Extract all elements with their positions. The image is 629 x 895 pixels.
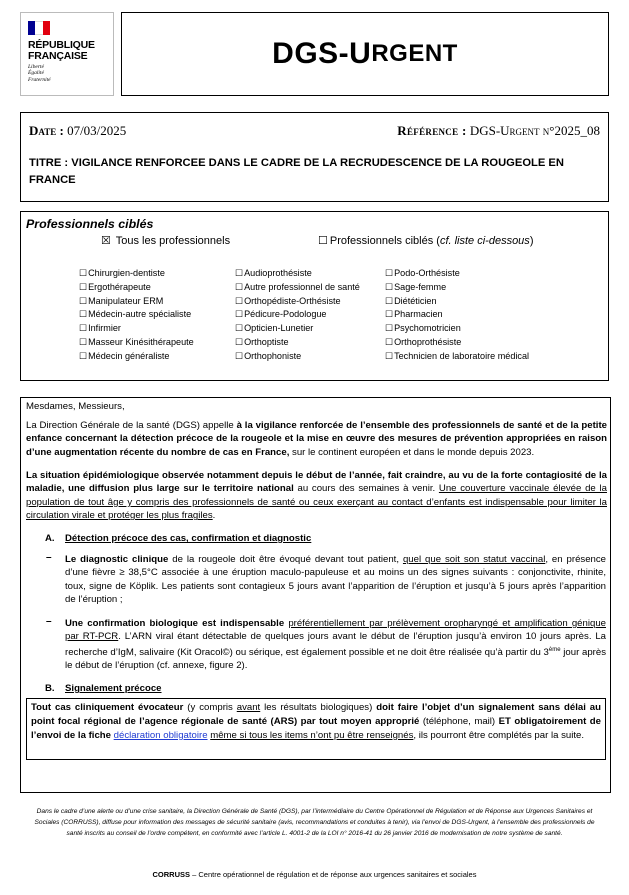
profession-option[interactable] [79,295,194,309]
profession-label: Orthoprothésiste [394,336,462,347]
checkbox-empty-icon[interactable]: ☐ [79,323,88,334]
profession-option[interactable] [385,281,529,295]
profession-label: Pharmacien [394,309,443,320]
footer-corruss: CORRUSS – Centre opérationnel de régulation et de réponse aux urgences sanitaires et sociales [152,870,477,879]
checkbox-empty-icon[interactable]: ☐ [79,268,88,278]
profession-label: Orthophoniste [244,350,302,361]
checkbox-empty-icon[interactable]: ☐ [385,295,394,306]
checkbox-empty-icon[interactable]: ☐ [385,350,394,361]
profession-option[interactable] [235,281,360,295]
profession-option[interactable] [79,336,194,350]
profession-label: Masseur Kinésithérapeute [88,336,194,347]
dgs-urgent-title [121,12,609,96]
checkbox-empty-icon[interactable]: ☐ [385,336,394,347]
profession-label: Pédicure-Podologue [244,309,327,320]
checkbox-empty-icon[interactable]: ☐ [235,336,244,347]
profession-option[interactable] [385,267,529,281]
motto-egalite: Égalité [28,70,44,77]
checkbox-empty-icon[interactable]: ☐ [385,309,394,320]
profession-option[interactable] [235,350,360,364]
section-b-letter: B. [45,683,55,694]
profession-label: Infirmier [88,323,121,334]
message-title [29,155,601,189]
motto-liberte: Liberté [28,64,44,70]
profession-option[interactable] [79,267,194,281]
profession-column-3 [385,267,529,364]
profession-option[interactable] [385,308,529,322]
profession-column-2 [235,267,360,364]
republique-francaise-logo [20,12,114,96]
reference-line [397,123,600,139]
profession-option[interactable] [235,308,360,322]
profession-option[interactable] [235,322,360,336]
checkbox-empty-icon[interactable]: ☐ [235,323,244,334]
checkbox-empty-icon[interactable]: ☐ [235,309,244,320]
checkbox-empty-icon[interactable]: ☐ [79,309,88,320]
all-professionals-option[interactable] [101,234,230,247]
profession-label: Technicien de laboratoire médical [394,350,530,361]
profession-label: Podo-Orthésiste [394,268,460,278]
footer-legal-note: Dans le cadre d’une alerte ou d’une crise sanitaire, la Direction Générale de Santé (DGS), par l’intermédiaire du Centre Opérationnel de Régulation et de Réponse aux Urgences Sanitaires et Sociales (CORRUSS), diffuse pour information des messages de sécurité sanitaire (avis, recommandations et conduites à tenir), via l’envoi de DGS-Urgent, à l’ensemble des professionnels de santé inscrits au conseil de l’ordre compétent, en conformité avec l’article L. 4001-2 de la LOI n° 2016-41 du 26 janvier 2016 de modernisation de notre système de santé. [34,808,595,838]
motto-fraternite: Fraternité [28,76,51,83]
bullet-dash-icon: – [46,552,52,563]
date-label: Date : [29,123,64,138]
brand-main: DGS-U [272,37,372,70]
republic-line1: RÉPUBLIQUE [28,39,95,51]
profession-option[interactable] [385,350,529,364]
reference-label: Référence : [397,123,467,138]
checkbox-empty-icon[interactable]: ☐ [235,268,244,278]
all-professionals-label: Tous les professionnels [115,235,231,247]
checkbox-empty-icon[interactable]: ☐ [385,323,394,334]
profession-label: Autre professionnel de santé [244,281,360,292]
republic-line2: FRANÇAISE [28,50,88,62]
profession-label: Opticien-Lunetier [244,323,314,334]
motto [28,64,51,83]
checkbox-empty-icon[interactable]: ☐ [79,336,88,347]
french-flag-icon [28,21,50,35]
profession-column-1 [79,267,194,364]
targeted-label: Professionnels ciblés ( [329,235,440,247]
declaration-obligatoire-link[interactable]: déclaration obligatoire [113,729,208,741]
message-body-box [20,397,611,793]
profession-label: Médecin-autre spécialiste [88,309,192,320]
bullet-biological-confirmation: Une confirmation biologique est indispensable préférentiellement par prélèvement oropharyngé et amplification génique par RT-PCR. L’ARN viral étant détectable de quelques jours avant le début de l’éruption jusqu’à environ 10 jours après. La recherche d’IgM, salivaire (Kit Oracol©) ou sérique, est également possible et ne doit être réalisée qu’à partir du 3ème jour après le début de l’éruption (cf. annexe, figure 2). [65,618,606,672]
profession-label: Diététicien [394,295,437,306]
checkbox-empty-icon[interactable]: ☐ [318,235,328,247]
profession-label: Chirurgien-dentiste [88,268,165,278]
message-meta-box [20,112,609,202]
checkbox-empty-icon[interactable]: ☐ [385,281,394,292]
republic-name [28,40,95,62]
signalement-text: Tout cas cliniquement évocateur (y compris avant les résultats biologiques) doit faire l’objet d’un signalement sans délai au point focal régional de l’agence régionale de santé (ARS) par tout moyen approprié (téléphone, mail) ET obligatoirement de l’envoi de la fiche déclaration obligatoire même si tous les items n’ont pu être renseignés, ils pourront être complétés par la suite. [31,702,602,741]
targeted-professionals-box [20,211,609,381]
section-b-title: Signalement précoce [65,683,162,694]
checkbox-empty-icon[interactable]: ☐ [79,350,88,361]
checkbox-checked-icon[interactable]: ☒ [101,235,111,247]
profession-option[interactable] [235,336,360,350]
greeting: Mesdames, Messieurs, [26,401,125,412]
profession-label: Ergothérapeute [88,281,151,292]
targeted-heading: Professionnels ciblés [26,217,154,231]
profession-option[interactable] [79,308,194,322]
profession-label: Psychomotricien [394,323,461,334]
checkbox-empty-icon[interactable]: ☐ [235,295,244,306]
profession-option[interactable] [79,350,194,364]
checkbox-empty-icon[interactable]: ☐ [79,295,88,306]
checkbox-empty-icon[interactable]: ☐ [235,281,244,292]
profession-option[interactable] [235,295,360,309]
checkbox-empty-icon[interactable]: ☐ [385,268,394,278]
paragraph-situation: La situation épidémiologique observée notamment depuis le début de l’année, fait craindre, au vu de la forte contagiosité de la maladie, une diffusion plus large sur le territoire national au cours des semaines à venir. Une couverture vaccinale élevée de la population de tout âge y compris des professionnels de santé ou ceux exerçant au contact d’enfants est indispensable pour limiter la circulation virale et protéger les plus fragiles. [26,470,607,522]
title-value: VIGILANCE RENFORCEE DANS LE CADRE DE LA RECRUDESCENCE DE LA ROUGEOLE EN FRANCE [29,157,564,186]
targeted-professionals-option[interactable] [318,234,533,247]
targeted-note: cf. liste ci-dessous [439,235,530,247]
reference-value: DGS-Urgent n°2025_08 [469,123,600,138]
checkbox-empty-icon[interactable]: ☐ [235,350,244,361]
title-label: TITRE : [29,157,69,169]
profession-option[interactable] [385,336,529,350]
profession-option[interactable] [79,322,194,336]
profession-label: Médecin généraliste [88,350,170,361]
signalement-box [26,698,606,760]
targeted-close: ) [529,235,534,247]
profession-label: Audioprothésiste [244,268,312,278]
profession-label: Orthoptiste [244,336,289,347]
section-a-letter: A. [45,533,55,544]
section-a-title: Détection précoce des cas, confirmation et diagnostic [65,533,312,544]
profession-label: Orthopédiste-Orthésiste [244,295,341,306]
profession-option[interactable] [235,267,360,281]
brand-rest: RGENT [371,40,458,67]
header [20,12,609,96]
date-value: 07/03/2025 [67,123,127,138]
profession-option[interactable] [79,281,194,295]
date-line [29,123,126,139]
profession-label: Manipulateur ERM [88,295,164,306]
paragraph-intro: La Direction Générale de la santé (DGS) appelle à la vigilance renforcée de l’ensemble des professionnels de santé et de la petite enfance concernant la détection précoce de la rougeole et la mise en œuvre des mesures de prévention appropriées en raison d’une augmentation récente du nombre de cas en France, sur le continent européen et dans le monde depuis 2023. [26,420,607,458]
bullet-dash-icon: – [46,616,52,627]
profession-option[interactable] [385,295,529,309]
profession-option[interactable] [385,322,529,336]
profession-label: Sage-femme [394,281,447,292]
checkbox-empty-icon[interactable]: ☐ [79,281,88,292]
bullet-clinical-diagnosis: Le diagnostic clinique de la rougeole doit être évoqué devant tout patient, quel que soit son statut vaccinal, en présence d’une fièvre ≥ 38,5°C associée à une éruption maculo-papuleuse et au moins un des signes suivants : conjonctivite, rhinite, toux, signe de Köplik. Les patients sont contagieux 5 jours avant l’apparition de l’éruption et jusqu’à 5 jours après l’apparition de l’éruption ; [65,554,607,606]
